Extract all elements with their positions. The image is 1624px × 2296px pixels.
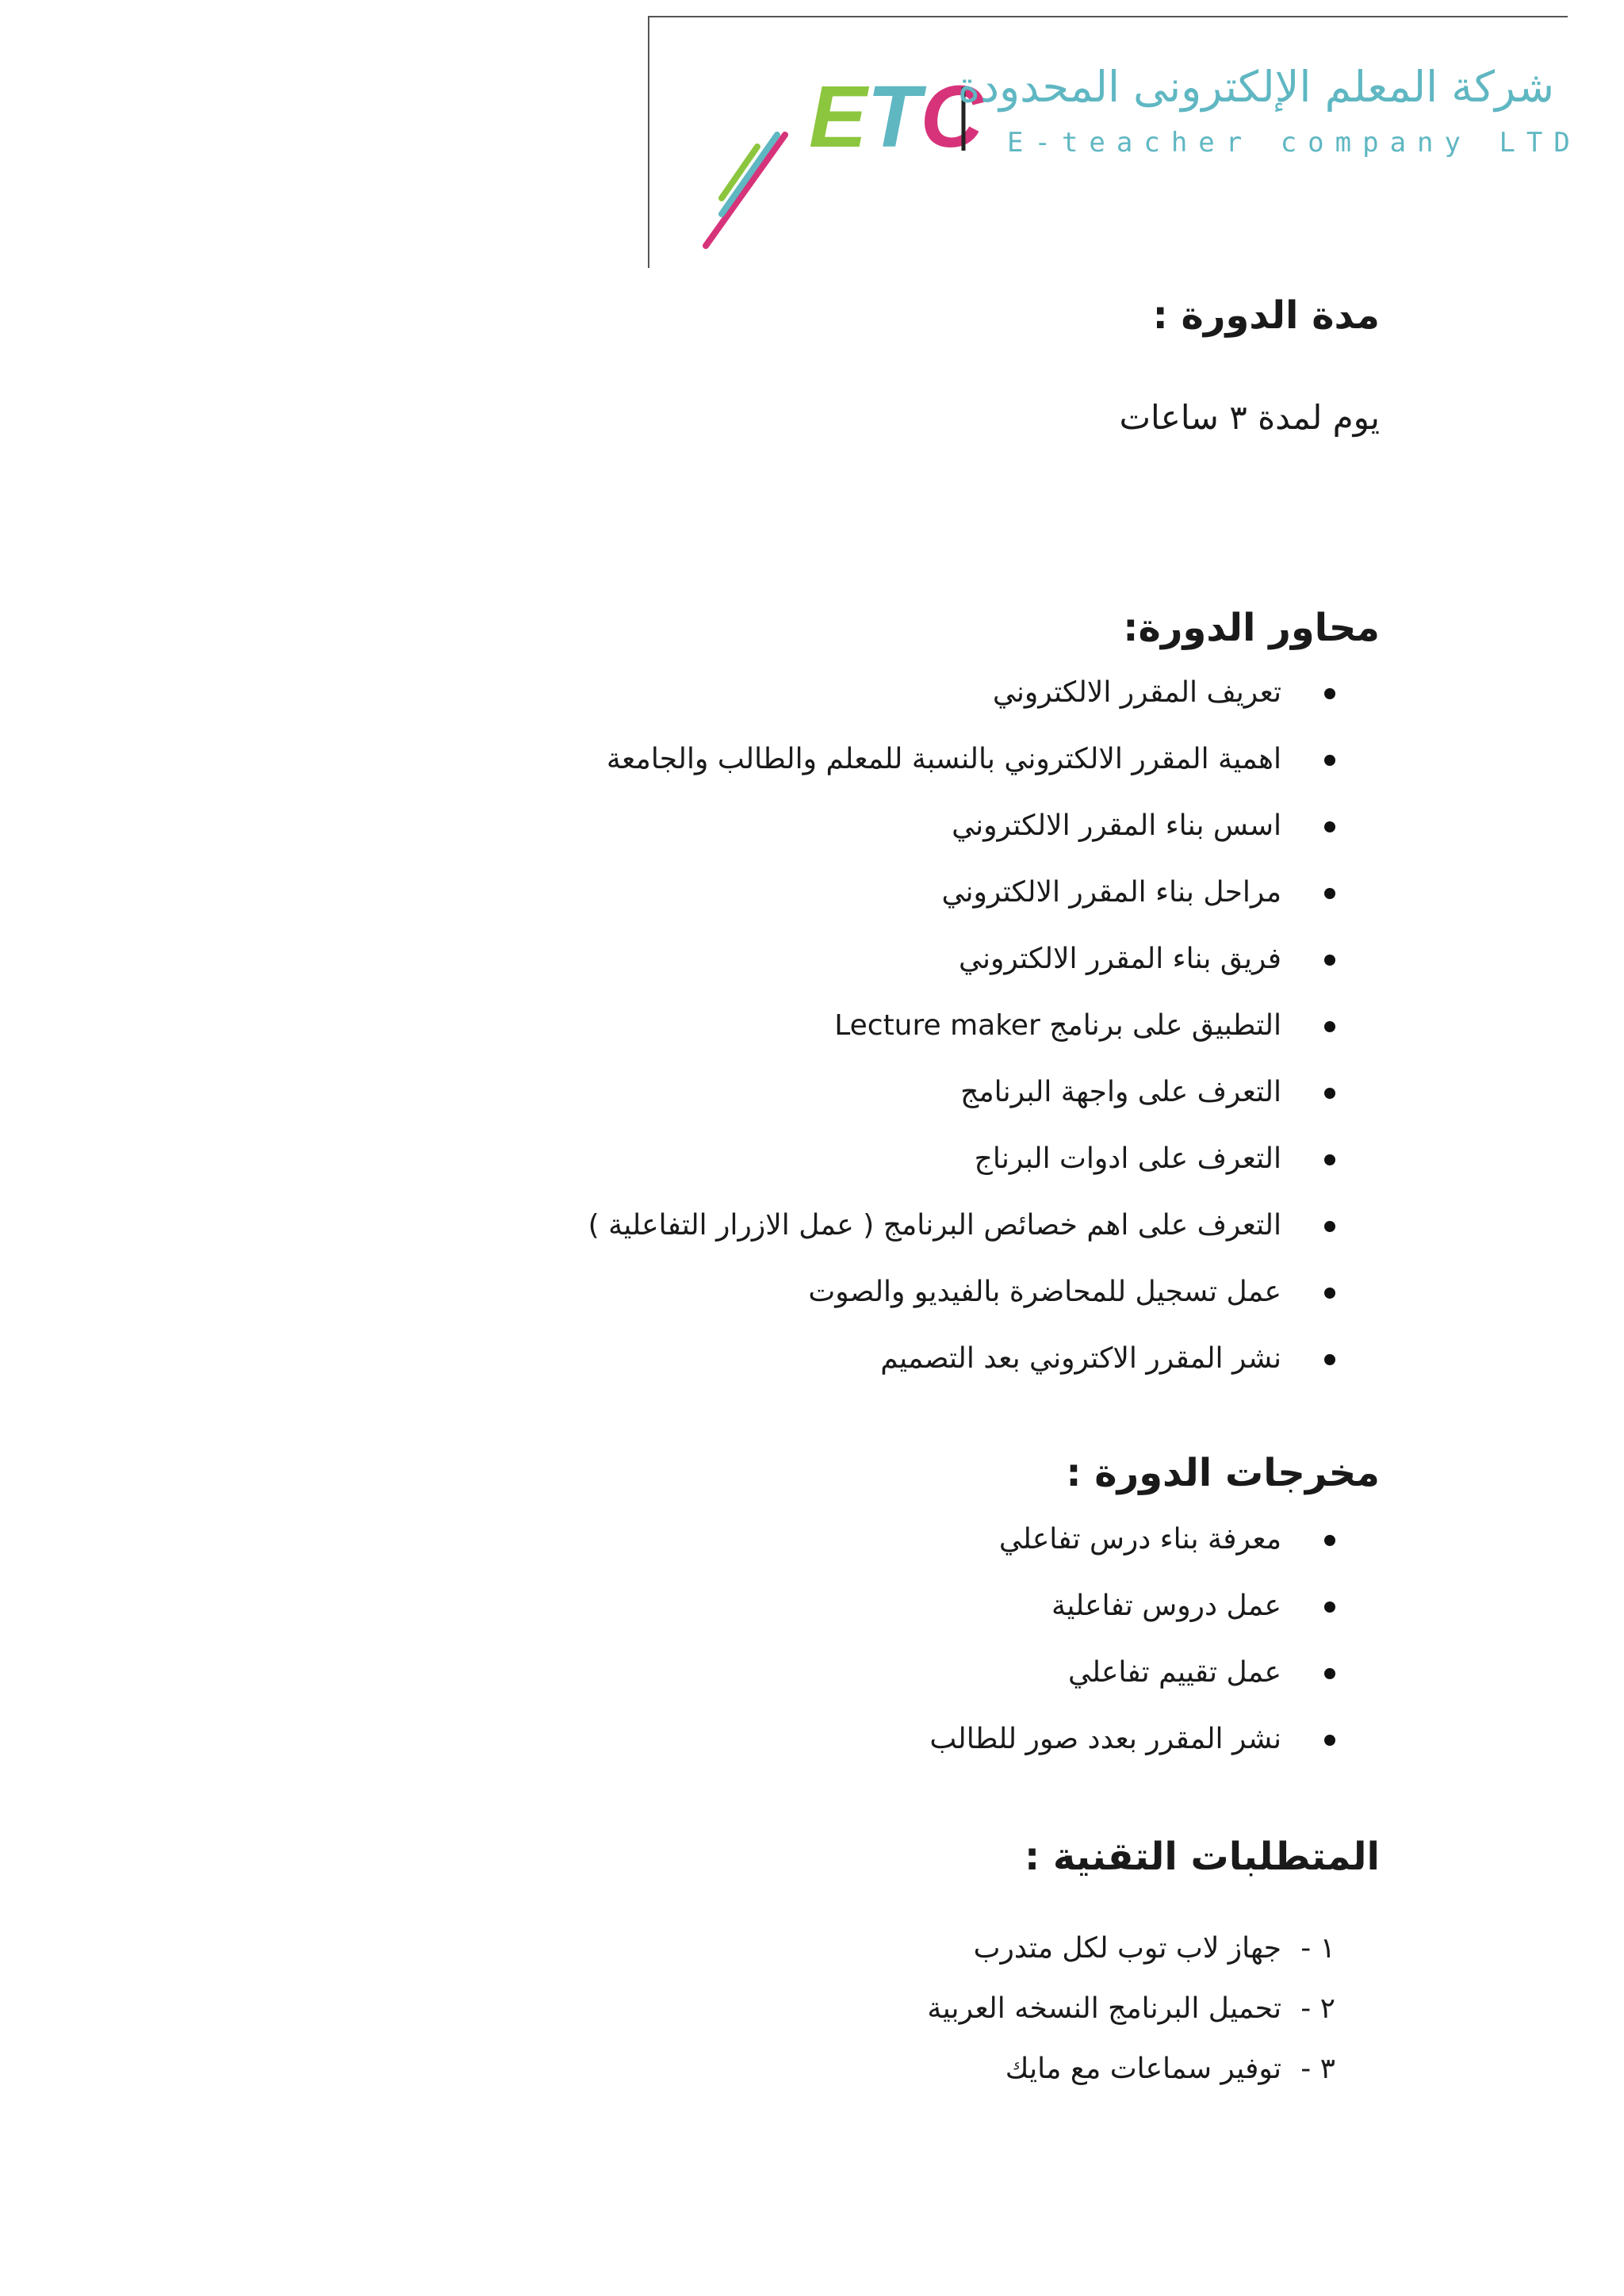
- etc-logo: [698, 63, 984, 254]
- bullet-icon: [1324, 955, 1335, 966]
- bullet-icon: [1324, 1221, 1335, 1232]
- list-item: التعرف على اهم خصائص البرنامج ( عمل الازرار التفاعلية ): [619, 1192, 1380, 1259]
- list-item: تعريف المقرر الالكتروني: [619, 660, 1380, 726]
- list-item: اسس بناء المقرر الالكتروني: [619, 793, 1380, 859]
- bullet-icon: [1324, 888, 1335, 899]
- bullet-icon: [1324, 1354, 1335, 1365]
- bullet-icon: [1324, 755, 1335, 766]
- bullet-icon: [1324, 1021, 1335, 1032]
- company-name-english: E-teacher company LTD: [1007, 127, 1581, 159]
- requirements-list: [619, 1919, 1380, 2099]
- item-number: ٢ -: [1300, 1992, 1335, 2025]
- list-item: عمل دروس تفاعلية: [619, 1573, 1380, 1640]
- list-item: التعرف على واجهة البرنامج: [619, 1059, 1380, 1126]
- outcomes-title: مخرجات الدورة :: [1066, 1451, 1380, 1495]
- list-item: التعرف على ادوات البرناج: [619, 1126, 1380, 1192]
- bullet-icon: [1324, 1601, 1335, 1613]
- list-item: [619, 2039, 1380, 2099]
- rocket-stripes-icon: [706, 135, 785, 246]
- item-text: جهاز لاب توب لكل متدرب: [973, 1932, 1281, 1965]
- axes-title: محاور الدورة:: [1123, 606, 1380, 650]
- bullet-icon: [1324, 1288, 1335, 1299]
- list-item: التطبيق على برنامج Lecture maker: [619, 993, 1380, 1059]
- list-item: عمل تسجيل للمحاضرة بالفيديو والصوت: [619, 1259, 1380, 1326]
- list-item: نشر المقرر بعدد صور للطالب: [619, 1706, 1380, 1773]
- list-item: [619, 1919, 1380, 1979]
- item-text: تحميل البرنامج النسخه العربية: [927, 1992, 1281, 2025]
- outcomes-list: [619, 1506, 1380, 1773]
- list-item: فريق بناء المقرر الالكتروني: [619, 926, 1380, 993]
- bullet-icon: [1324, 1735, 1335, 1746]
- bullet-icon: [1324, 1535, 1335, 1546]
- bullet-icon: [1324, 1154, 1335, 1165]
- list-item: نشر المقرر الاكتروني بعد التصميم: [619, 1326, 1380, 1392]
- duration-text: يوم لمدة ٣ ساعات: [1119, 398, 1380, 437]
- list-item: معرفة بناء درس تفاعلي: [619, 1506, 1380, 1573]
- item-number: ٣ -: [1300, 2053, 1335, 2085]
- list-item: عمل تقييم تفاعلي: [619, 1640, 1380, 1706]
- requirements-title: المتطلبات التقنية :: [1025, 1835, 1380, 1879]
- list-item: مراحل بناء المقرر الالكتروني: [619, 859, 1380, 926]
- list-item: [619, 1979, 1380, 2039]
- logo-text: ETC: [809, 68, 984, 166]
- bullet-icon: [1324, 688, 1335, 699]
- bullet-icon: [1324, 1668, 1335, 1679]
- item-number: ١ -: [1300, 1932, 1335, 1965]
- item-text: توفير سماعات مع مايك: [1005, 2053, 1281, 2085]
- bullet-icon: [1324, 821, 1335, 832]
- company-name-arabic: شركة المعلم الإلكترونى المحدودة: [957, 62, 1554, 112]
- axes-list: [588, 660, 1380, 1392]
- bullet-icon: [1324, 1088, 1335, 1099]
- list-item: اهمية المقرر الالكتروني بالنسبة للمعلم والطالب والجامعة: [619, 726, 1380, 793]
- duration-title: مدة الدورة :: [1152, 293, 1380, 338]
